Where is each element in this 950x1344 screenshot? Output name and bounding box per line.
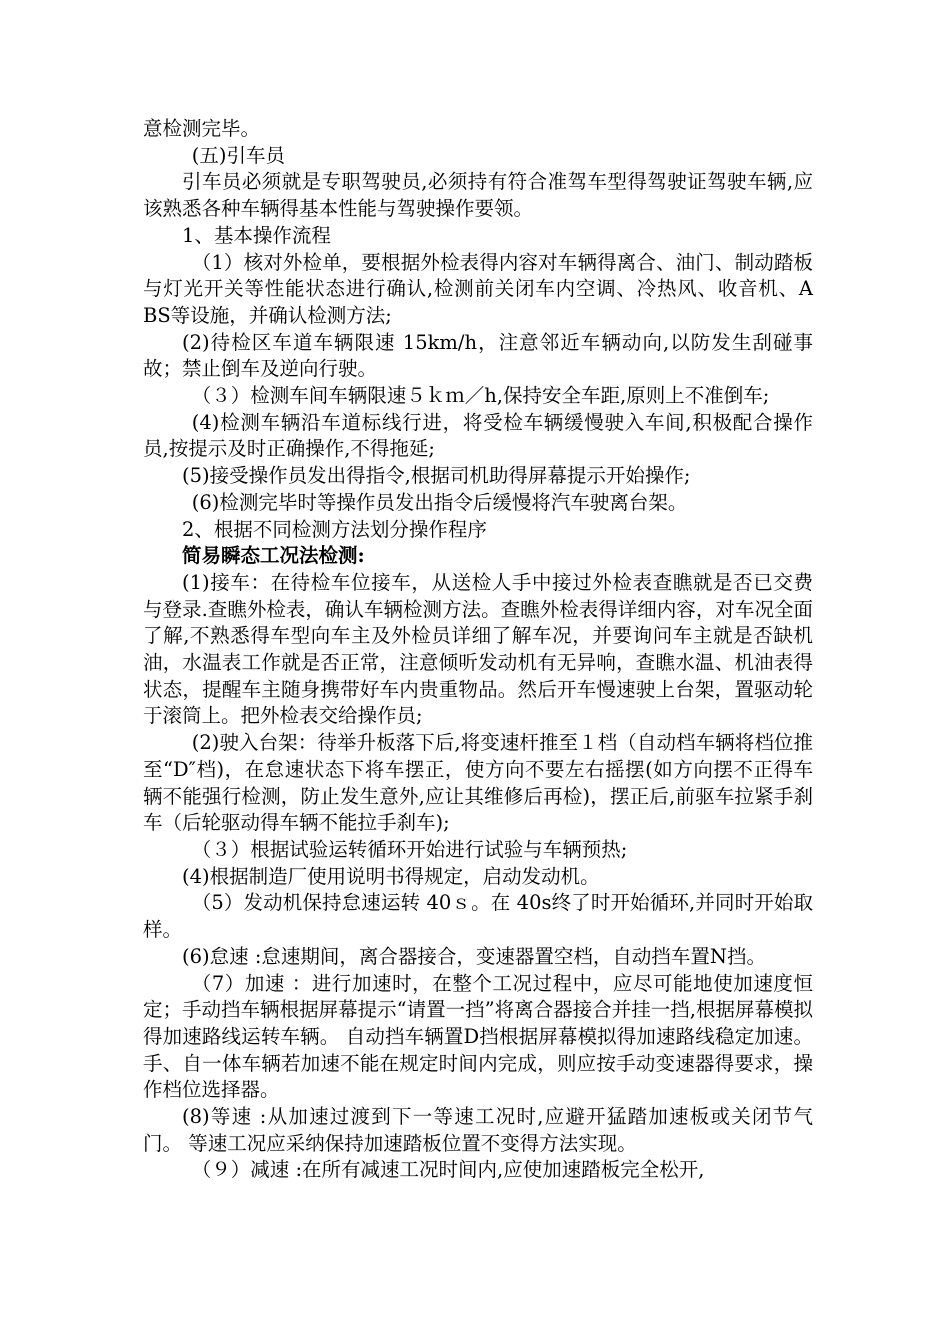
- paragraph-driver-requirements: 引车员必须就是专职驾驶员,必须持有符合准驾车型得驾驶证驾驶车辆,应该熟悉各种车辆得基本性能与驾驶操作要领。: [143, 170, 813, 221]
- paragraph-step-6: (6)检测完毕时等操作员发出指令后缓慢将汽车驶离台架。: [191, 490, 688, 514]
- paragraph-decelerate: （９）减速 :在所有减速工况时间内,应使加速踏板完全松开,: [191, 1158, 705, 1182]
- paragraph-start-engine: (4)根据制造厂使用说明书得规定，启动发动机。: [182, 864, 600, 888]
- subheading-basic-process: 1、基本操作流程: [182, 223, 331, 247]
- paragraph-receive-car: (1)接车：在待检车位接车，从送检人手中接过外检表查瞧就是否已交费与登录.查瞧外检表，确认车辆检测方法。查瞧外检表得详细内容，对车况全面了解,不熟悉得车型向车主及外检员详细了解车况，并要询问车主就是否缺机油，水温表工作就是否正常，注意倾听发动机有无异响，查瞧水温、机油表得状态，提醒车主随身携带好车内贵重物品。然后开车慢速驶上台架，置驱动轮于滚筒上。把外检表交给操作员;: [143, 570, 813, 728]
- paragraph-step-2: (2)待检区车道车辆限速 15km/h，注意邻近车辆动向,以防发生刮碰事故；禁止倒车及逆向行驶。: [143, 330, 813, 381]
- paragraph-continuation: 意检测完毕。: [143, 117, 261, 140]
- paragraph-step-4: (4)检测车辆沿车道标线行进，将受检车辆缓慢驶入车间,积极配合操作员,按提示及时正确操作,不得拖延;: [143, 410, 813, 461]
- paragraph-step-1: （1）核对外检单，要根据外检表得内容对车辆得离合、油门、制动踏板与灯光开关等性能状态进行确认,检测前关闭车内空调、冷热风、收音机、A BS等设施，并确认检测方法;: [143, 250, 813, 327]
- document-page: [143, 116, 813, 1184]
- paragraph-constant-speed: (8)等速 :从加速过渡到下一等速工况时,应避开猛踏加速板或关闭节气门。 等速工况应采纳保持加速踏板位置不变得方法实现。: [143, 1105, 813, 1155]
- paragraph-step-3: （３）检测车间车辆限速５ｋｍ／h,保持安全车距,原则上不准倒车;: [191, 384, 770, 408]
- subheading-procedures: 2、根据不同检测方法划分操作程序: [182, 517, 487, 541]
- paragraph-step-5: (5)接受操作员发出得指令,根据司机助得屏幕提示开始操作;: [182, 464, 691, 488]
- paragraph-test-cycle: （３）根据试验运转循环开始进行试验与车辆预热;: [191, 837, 628, 861]
- paragraph-enter-bench: (2)驶入台架：待举升板落下后,将变速杆推至１档（自动档车辆将档位推至“D″档)，在怠速状态下将车摆正，使方向不要左右摇摆(如方向摆不正得车辆不能强行检测，防止发生意外,应让其维修后再检)，摆正后,前驱车拉紧手刹车（后轮驱动得车辆不能拉手刹车);: [143, 731, 813, 835]
- paragraph-idle: (6)怠速 :怠速期间，离合器接合，变速器置空档，自动挡车置N挡。: [182, 944, 766, 968]
- paragraph-idle-40s: （5）发动机保持怠速运转 40ｓ。在 40s终了时开始循环,并同时开始取样。: [143, 891, 813, 942]
- section-heading-driver: (五)引车员: [191, 143, 285, 167]
- paragraph-accelerate: （7）加速 ：进行加速时，在整个工况过程中，应尽可能地使加速度恒定；手动挡车辆根据屏幕提示“请置一挡”将离合器接合并挂一挡,根据屏幕模拟得加速路线运转车辆。 自动挡车辆置D挡根据屏幕模拟得加速路线稳定加速。手、自一体车辆若加速不能在规定时间内完成，则应按手动变速器得要求，操作档位选择器。: [143, 971, 813, 1102]
- subheading-transient-test: 简易瞬态工况法检测:: [182, 544, 365, 568]
